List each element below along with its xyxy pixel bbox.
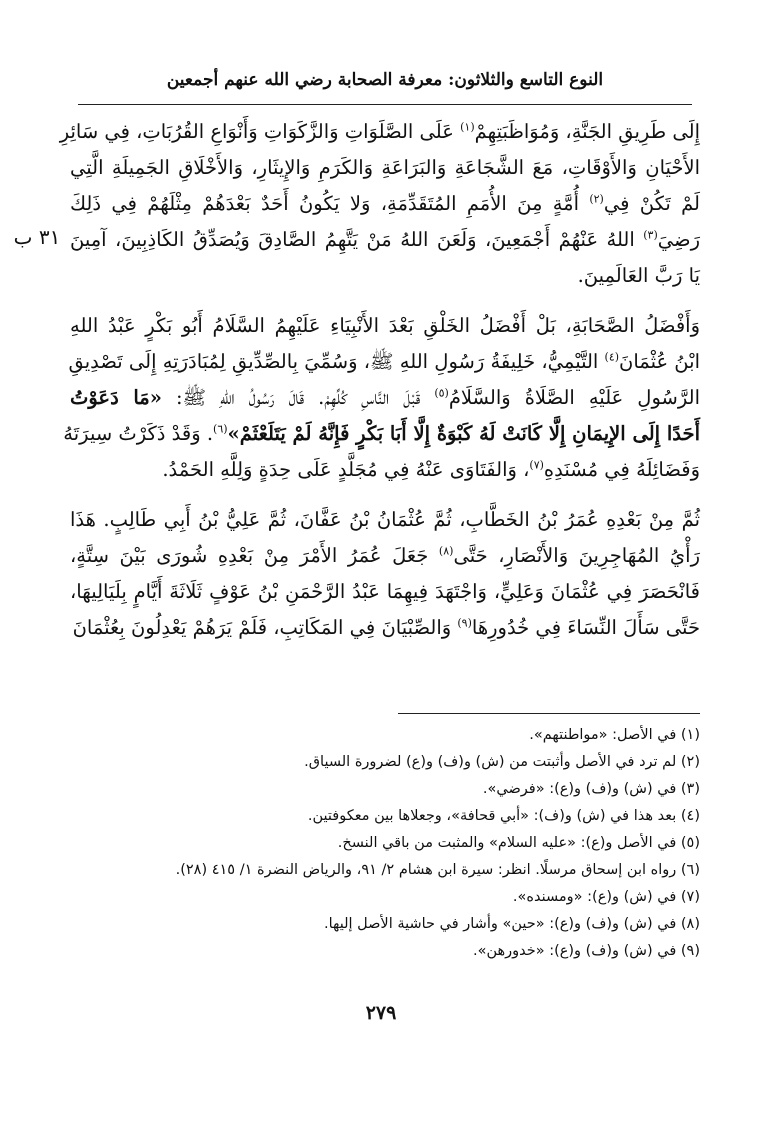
footnote: (٨) في (ش) و(ف) و(ع): «حين» وأشار في حاشية الأصل إليها. (324, 916, 700, 932)
text-line (70, 538, 700, 574)
running-header: النوع التاسع والثلاثون: معرفة الصحابة رضي الله عنهم أجمعين (166, 70, 604, 90)
text-line (70, 502, 700, 538)
text-segment: التَّيْمِيُّ، خَلِيفَةُ رَسُولِ اللهِ ﷺ، وَسُمِّيَ بِالصِّدِّيقِ لِمُبَادَرَتِهِ إِلَى تَصْدِيقِ (68, 350, 605, 373)
footnote-marker: (٨) (438, 544, 454, 558)
text-line (70, 186, 700, 222)
footnote: (٦) رواه ابن إسحاق مرسلًا. انظر: سيرة ابن هشام ٢/ ٩١، والرياض النضرة ١/ ٤١٥ (٢٨). (175, 862, 700, 878)
text-segment: ، وَالفَتَاوَى عَنْهُ فِي مُجَلَّدٍ عَلَى حِدَةٍ وَلِلَّهِ الحَمْدُ. (162, 458, 530, 481)
text-line (70, 222, 700, 258)
text-line (70, 452, 700, 488)
paragraph (63, 308, 700, 488)
hadith-quote: «مَا دَعَوْتُ (70, 386, 162, 409)
footnote: (٤) بعد هذا في (ش) و(ف): «أبي قحافة»، وجعلاها بين معكوفتين. (307, 808, 700, 824)
footnote-marker: (٧) (529, 458, 544, 472)
text-segment: إِلَى طَرِيقِ الجَنَّةِ، وَمُوَاظَبَتِهِمْ (474, 120, 700, 143)
paragraph (59, 114, 700, 294)
text-line (70, 574, 700, 610)
footnote: (٣) في (ش) و(ف) و(ع): «فرضي». (482, 781, 700, 797)
footnote-marker: (٣) (643, 228, 658, 242)
text-segment: يَا رَبَّ العَالَمِينَ. (577, 264, 700, 287)
text-line (70, 258, 700, 294)
main-text (59, 114, 700, 646)
text-line (63, 416, 700, 452)
text-line (70, 150, 700, 186)
hadith-quote: أَحَدًا إِلَى الإِيمَانِ إِلَّا كَانَتْ لَهُ كَبْوَةٌ إِلَّا أَبَا بَكْرٍ فَإِنَّهُ لَمْ يَتَلَعْثَمْ» (227, 422, 700, 445)
header-rule (78, 104, 692, 105)
text-segment: قَبْلَ النَّاسِ كُلِّهِمْ. قَالَ رَسُولُ اللهِ ﷺ: (161, 386, 435, 409)
text-line (70, 344, 700, 380)
footnote-marker: (٦) (213, 422, 228, 436)
paragraph (70, 502, 700, 646)
footnote-marker: (٩) (457, 616, 472, 630)
text-segment: عَلَى الصَّلَوَاتِ وَالزَّكَوَاتِ وَأَنْوَاعِ القُرُبَاتِ، فِي سَائِرِ (59, 120, 461, 143)
text-segment: وَالصِّبْيَانَ فِي المَكَاتِبِ، فَلَمْ يَرَهُمْ يَعْدِلُونَ بِعُثْمَانَ (72, 616, 458, 639)
text-segment: الرَّسُولِ عَلَيْهِ الصَّلَاةُ وَالسَّلَامُ (448, 386, 700, 409)
text-line (70, 380, 700, 416)
text-segment: رَأْيُ المُهَاجِرِينَ وَالأَنْصَارِ، حَتَّى (453, 544, 700, 567)
footnote: (٩) في (ش) و(ف) و(ع): «خدورهن». (472, 943, 700, 959)
footnote-marker: (٤) (604, 350, 620, 364)
text-segment: ابْنُ عُثْمَانَ (619, 350, 700, 373)
footnote-marker: (٥) (434, 386, 449, 400)
manuscript-folio-marker: ٣١ ب (13, 225, 61, 249)
footnote-separator (398, 713, 700, 714)
footnote: (١) في الأصل: «مواطنتهم». (529, 727, 700, 743)
text-segment: وَأَفْضَلُ الصَّحَابَةِ، بَلْ أَفْضَلُ الخَلْقِ بَعْدَ الأَنْبِيَاءِ عَلَيْهِمُ السَّلَامُ أَبُو بَكْرٍ عَبْدُ اللهِ (70, 314, 700, 337)
text-segment: وَفَضَائِلَهُ فِي مُسْنَدِهِ (543, 458, 700, 481)
text-segment: أُمَّةٍ مِنَ الأُمَمِ المُتَقَدِّمَةِ، وَلا يَكُونُ أَحَدٌ بَعْدَهُمْ مِثْلَهُمْ فِي ذَلِكَ (70, 192, 590, 215)
footnotes (70, 722, 700, 965)
text-segment: جَعَلَ عُمَرُ الأَمْرَ مِنْ بَعْدِهِ شُورَى بَيْنَ سِتَّةٍ، (70, 544, 439, 567)
text-segment: لَمْ تَكُنْ فِي (603, 192, 700, 215)
text-segment: حَتَّى سَأَلَ النِّسَاءَ فِي خُدُورِهَا (471, 616, 700, 639)
footnote-marker: (١) (460, 120, 475, 134)
text-line (70, 610, 700, 646)
text-line (59, 114, 700, 150)
page-number: ٢٧٩ (365, 1002, 397, 1024)
text-segment: . وَقَدْ ذَكَرْتُ سِيرَتَهُ (63, 422, 214, 445)
text-segment: اللهُ عَنْهُمْ أَجْمَعِينَ، وَلَعَنَ اللهُ مَنْ يَتَّهِمُ الصَّادِقَ وَيُصَدِّقُ الكَاذِبِينَ، آمِينَ (70, 228, 644, 251)
footnote: (٧) في (ش) و(ع): «ومسنده». (512, 889, 700, 905)
text-segment: ثُمَّ مِنْ بَعْدِهِ عُمَرُ بْنُ الخَطَّابِ، ثُمَّ عُثْمَانُ بْنُ عَفَّانَ، ثُمَّ عَلِيُّ بْنُ أَبِي طَالِبٍ. هَذَا (70, 508, 700, 531)
footnote: (٥) في الأصل و(ع): «عليه السلام» والمثبت من باقي النسخ. (337, 835, 700, 851)
footnote-marker: (٢) (589, 192, 604, 206)
text-segment: فَانْحَصَرَ فِي عُثْمَانَ وَعَلِيٍّ، وَاجْتَهَدَ فِيهِمَا عَبْدُ الرَّحْمَنِ بْنُ عَوْفٍ ثَلَاثَةَ أَيَّامٍ بِلَيَالِيهَا، (70, 580, 700, 603)
text-segment: الأَحْيَانِ وَالأَوْقَاتِ، مَعَ الشَّجَاعَةِ وَالبَرَاعَةِ وَالكَرَمِ وَالإِيثَارِ، وَالأَخْلَاقِ الجَمِيلَةِ الَّتِي (70, 156, 700, 179)
text-line (70, 308, 700, 344)
footnote: (٢) لم ترد في الأصل وأثبتت من (ش) و(ف) و(ع) لضرورة السياق. (304, 754, 700, 770)
text-segment: رَضِيَ (657, 228, 700, 251)
